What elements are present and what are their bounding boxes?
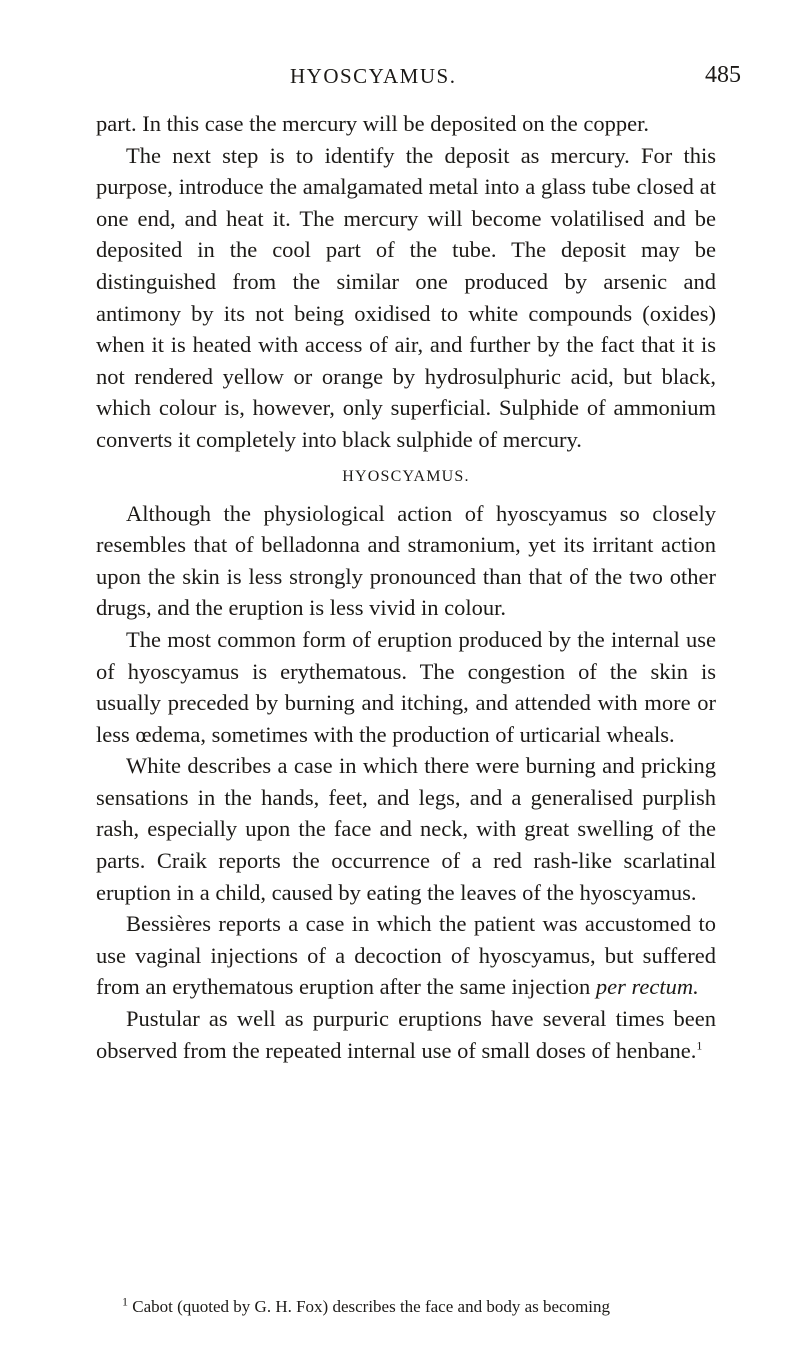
paragraph: Although the physiological action of hyoscyamus so closely resembles that of belladonna and stramonium, yet its irritant action upon the skin is less strongly pronounced than that of the two other drugs, and the eruption is less vivid in colour. [96,500,716,621]
paragraph: part. In this case the mercury will be deposited on the copper. [96,111,649,136]
footnote-reference: 1 [696,1038,703,1053]
italic-phrase: per rectum. [595,974,699,1000]
page-number: 485 [705,62,741,88]
main-text [96,108,716,1066]
paragraph-text: Pustular as well as purpuric eruptions have several times been observed from the repeated internal use of small doses of henbane. [96,1006,716,1063]
paragraph-text: Bessières reports a case in which the patient was accustomed to use vaginal injections of a decoction of hyoscyamus, but suffered from an erythematous eruption after the same injection [96,911,716,1000]
paragraph: The most common form of eruption produced by the internal use of hyoscyamus is erythematous. The congestion of the skin is usually preceded by burning and itching, and attended with more or less œdema, sometimes with the production of urticarial wheals. [96,626,716,747]
running-title: HYOSCYAMUS. [290,64,457,88]
paragraph [96,908,716,1003]
footnote [96,1296,720,1318]
footnote-marker: 1 [122,1294,128,1309]
paragraph [96,1003,716,1066]
footnote-text: Cabot (quoted by G. H. Fox) describes the face and body as becoming [132,1297,611,1316]
paragraph: The next step is to identify the deposit as mercury. For this purpose, introduce the amalgamated metal into a glass tube closed at one end, and heat it. The mercury will become volatilised and be deposited in the cool part of the tube. The deposit may be distinguished from the similar one produced by arsenic and antimony by its not being oxidised to white compounds (oxides) when it is heated with access of air, and further by the fact that it is not rendered yellow or orange by hydrosulphuric acid, but black, which colour is, however, only superficial. Sulphide of ammonium converts it completely into black sulphide of mercury. [96,142,716,452]
paragraph: White describes a case in which there were burning and pricking sensations in the hands, feet, and legs, and a generalised purplish rash, especially upon the face and neck, with great swelling of the parts. Craik reports the occurrence of a red rash-like scarlatinal eruption in a child, caused by eating the leaves of the hyoscyamus. [96,753,716,905]
page-header [0,62,801,96]
section-heading: HYOSCYAMUS. [342,467,470,485]
